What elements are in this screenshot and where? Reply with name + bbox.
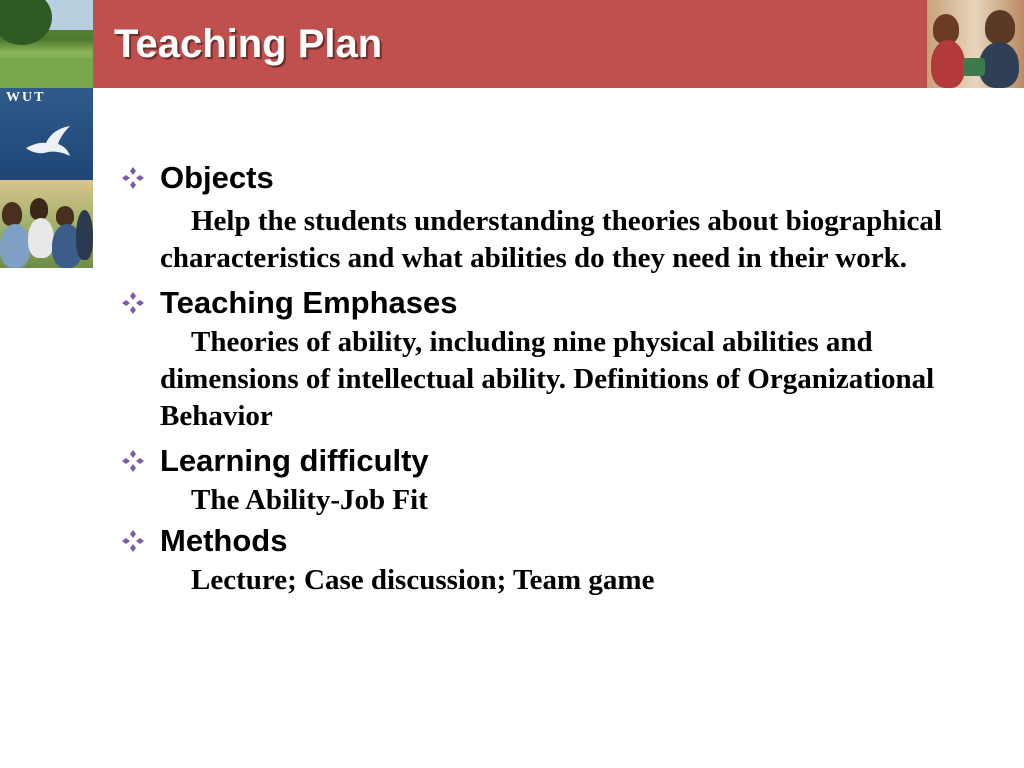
- photo-person: [30, 198, 48, 220]
- section-teaching-emphases: [118, 281, 958, 435]
- diamond-quad-bullet-icon: [122, 292, 144, 314]
- section-body: Help the students understanding theories about biographical characteristics and what abilities do they need in their work.: [160, 205, 942, 274]
- diamond-quad-bullet-icon: [122, 450, 144, 472]
- photo-person: [931, 40, 965, 88]
- section-methods: [118, 519, 958, 599]
- section-learning-difficulty: [118, 439, 958, 519]
- photo-person: [28, 218, 54, 258]
- section-heading-row: [118, 519, 958, 562]
- logo-text: WUT: [6, 90, 46, 105]
- slide-title: Teaching Plan: [114, 22, 383, 66]
- photo-person: [76, 210, 93, 260]
- section-body: Lecture; Case discussion; Team game: [191, 564, 655, 596]
- section-heading: Teaching Emphases: [160, 285, 458, 320]
- photo-person: [2, 202, 22, 226]
- section-heading: Methods: [160, 523, 288, 558]
- diamond-quad-bullet-icon: [122, 530, 144, 552]
- university-logo-panel: [0, 88, 93, 180]
- photo-person: [979, 42, 1019, 88]
- photo-book: [963, 58, 985, 76]
- dove-icon: [24, 124, 74, 160]
- photo-person: [985, 10, 1015, 44]
- section-body: Theories of ability, including nine physical abilities and dimensions of intellectual ability. Definitions of Organizational Behavior: [160, 326, 935, 432]
- photo-person: [0, 224, 30, 268]
- section-heading-row: [118, 156, 958, 199]
- section-heading: Learning difficulty: [160, 443, 429, 478]
- section-body: The Ability-Job Fit: [191, 484, 428, 516]
- photo-tree: [0, 0, 52, 45]
- photo-person: [56, 206, 74, 226]
- section-heading: Objects: [160, 160, 274, 195]
- slide-body: [118, 156, 958, 599]
- diamond-quad-bullet-icon: [122, 167, 144, 189]
- section-objects: [118, 156, 958, 277]
- section-heading-row: [118, 439, 958, 482]
- students-group-photo: [0, 180, 93, 268]
- photo-lawn: [0, 58, 93, 88]
- campus-park-photo: [0, 0, 93, 88]
- students-reading-photo: [927, 0, 1024, 88]
- section-heading-row: [118, 281, 958, 324]
